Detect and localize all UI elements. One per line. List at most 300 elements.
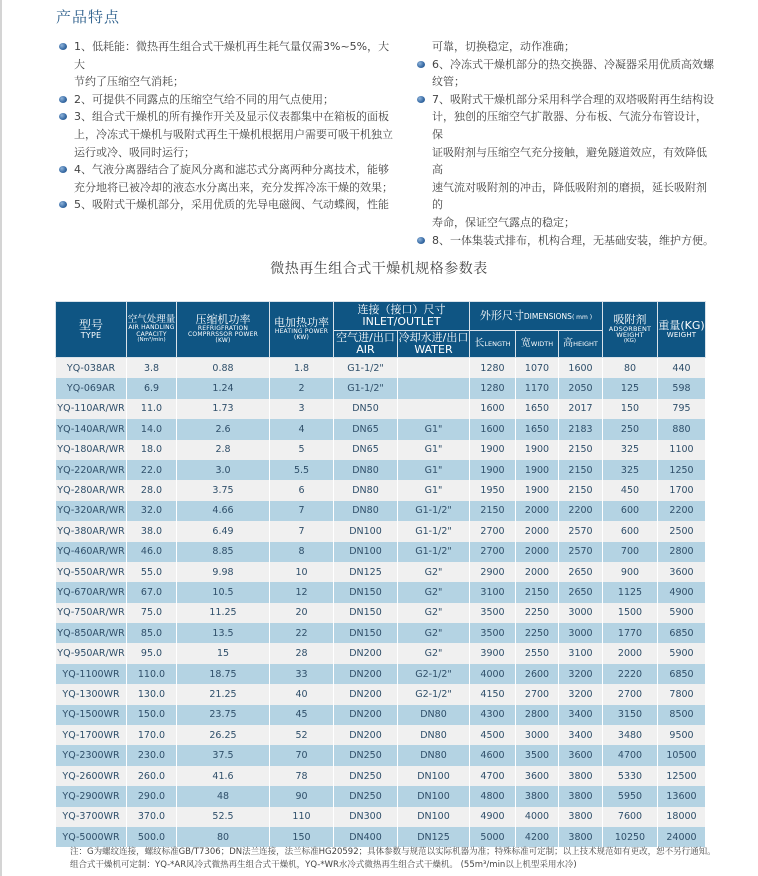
cell-type: YQ-550AR/WR: [56, 562, 127, 582]
cell-adsorbent: 10250: [603, 827, 658, 847]
feature-text: 7、吸附式干燥机部分采用科学合理的双塔吸附再生结构设: [432, 92, 714, 106]
cell-compressor: 37.5: [177, 745, 270, 765]
cell-air: DN200: [334, 664, 398, 684]
cell-weight: 2200: [658, 501, 706, 521]
feature-item-line: [56, 126, 396, 144]
table-row: [56, 705, 706, 725]
header-adsorbent-en: ADSORBENT WEIGHT: [608, 324, 652, 340]
cell-width: 4200: [516, 827, 559, 847]
cell-length: 1280: [470, 378, 516, 398]
cell-adsorbent: 2700: [603, 684, 658, 704]
feature-text: 1、低耗能：微热再生组合式干燥机再生耗气量仅需3%~5%，大大: [74, 40, 390, 71]
cell-water: G1": [398, 480, 470, 500]
cell-type: YQ-670AR/WR: [56, 582, 127, 602]
cell-heating: 150: [270, 827, 334, 847]
cell-heating: 110: [270, 807, 334, 827]
cell-length: 1600: [470, 419, 516, 439]
cell-width: 3600: [516, 766, 559, 786]
table-row: [56, 807, 706, 827]
header-capacity-cn: 空气处理量: [127, 314, 176, 326]
cell-compressor: 4.66: [177, 501, 270, 521]
header-weight: [658, 302, 706, 358]
cell-capacity: 18.0: [127, 440, 177, 460]
cell-length: 1950: [470, 480, 516, 500]
bullet-icon: [417, 61, 425, 68]
cell-capacity: 75.0: [127, 603, 177, 623]
feature-text: 3、组合式干燥机的所有操作开关及显示仪表都集中在箱板的面板: [74, 110, 389, 124]
cell-length: 4700: [470, 766, 516, 786]
page-left-rule: [0, 0, 2, 876]
cell-water: DN100: [398, 786, 470, 806]
cell-water: [398, 378, 470, 398]
feature-item-line: [56, 161, 396, 179]
header-compressor-en: REFRIGFRATION COMPRRSSOR POWER: [188, 324, 258, 339]
cell-weight: 8500: [658, 705, 706, 725]
cell-length: 4900: [470, 807, 516, 827]
header-adsorbent: [603, 302, 658, 358]
cell-capacity: 110.0: [127, 664, 177, 684]
cell-compressor: 10.5: [177, 582, 270, 602]
cell-capacity: 6.9: [127, 378, 177, 398]
cell-type: YQ-1700WR: [56, 725, 127, 745]
feature-text: 充分地将已被冷却的液态水分离出来，充分发挥冷冻干燥的效果；: [74, 180, 393, 194]
header-height-cn: 高: [563, 337, 574, 349]
cell-heating: 5.5: [270, 460, 334, 480]
cell-length: 3900: [470, 643, 516, 663]
cell-height: 1600: [559, 358, 603, 379]
feature-text: 速气流对吸附剂的冲击，降低吸附剂的磨损，延长吸附剂的: [432, 180, 707, 212]
feature-item-line: [414, 214, 714, 232]
cell-type: YQ-220AR/WR: [56, 460, 127, 480]
cell-water: G2": [398, 603, 470, 623]
cell-weight: 2800: [658, 542, 706, 562]
cell-heating: 20: [270, 603, 334, 623]
cell-height: 3200: [559, 684, 603, 704]
cell-height: 2183: [559, 419, 603, 439]
bullet-icon: [59, 166, 67, 173]
cell-weight: 5900: [658, 643, 706, 663]
cell-weight: 2500: [658, 521, 706, 541]
bullet-icon: [59, 96, 67, 103]
cell-adsorbent: 5950: [603, 786, 658, 806]
bullet-icon: [59, 43, 67, 50]
table-row: [56, 480, 706, 500]
cell-weight: 598: [658, 378, 706, 398]
cell-air: DN250: [334, 786, 398, 806]
header-dimensions-en: DIMENSIONS: [523, 312, 572, 322]
cell-type: YQ-1300WR: [56, 684, 127, 704]
cell-type: YQ-1100WR: [56, 664, 127, 684]
header-height: [559, 331, 603, 358]
table-row: [56, 542, 706, 562]
cell-heating: 7: [270, 501, 334, 521]
feature-text: 运行或冷、吸同时运行；: [74, 145, 195, 159]
cell-capacity: 22.0: [127, 460, 177, 480]
cell-capacity: 67.0: [127, 582, 177, 602]
cell-heating: 8: [270, 542, 334, 562]
cell-heating: 10: [270, 562, 334, 582]
feature-text: 8、一体集装式排布，机构合理，无基础安装，维护方便。: [432, 233, 714, 247]
cell-heating: 28: [270, 643, 334, 663]
cell-compressor: 21.25: [177, 684, 270, 704]
cell-length: 2700: [470, 542, 516, 562]
cell-type: YQ-069AR: [56, 378, 127, 398]
cell-height: 3200: [559, 664, 603, 684]
cell-air: DN80: [334, 480, 398, 500]
header-weight-en: WEIGHT: [666, 330, 697, 339]
cell-type: YQ-110AR/WR: [56, 399, 127, 419]
cell-heating: 3: [270, 399, 334, 419]
cell-compressor: 15: [177, 643, 270, 663]
cell-compressor: 26.25: [177, 725, 270, 745]
cell-capacity: 95.0: [127, 643, 177, 663]
feature-item-line: [56, 108, 396, 126]
header-type-cn: 型号: [78, 318, 103, 332]
cell-type: YQ-5000WR: [56, 827, 127, 847]
feature-item-line: [56, 179, 396, 197]
cell-weight: 1700: [658, 480, 706, 500]
cell-adsorbent: 1125: [603, 582, 658, 602]
cell-adsorbent: 125: [603, 378, 658, 398]
feature-item-line: [56, 144, 396, 162]
header-dimensions-cn: 外形尺寸: [479, 309, 524, 323]
cell-weight: 5900: [658, 603, 706, 623]
header-width-en: WIDTH: [530, 339, 554, 348]
feature-item-line: [414, 38, 714, 56]
cell-type: YQ-2900WR: [56, 786, 127, 806]
table-row: [56, 582, 706, 602]
cell-water: G1-1/2": [398, 542, 470, 562]
cell-length: 2150: [470, 501, 516, 521]
cell-height: 3400: [559, 725, 603, 745]
cell-length: 5000: [470, 827, 516, 847]
cell-air: DN100: [334, 542, 398, 562]
header-width: [516, 331, 559, 358]
header-type: [56, 302, 127, 358]
cell-height: 3800: [559, 827, 603, 847]
cell-water: G2": [398, 562, 470, 582]
header-length-cn: 长: [474, 337, 485, 349]
cell-compressor: 1.24: [177, 378, 270, 398]
table-row: [56, 623, 706, 643]
cell-width: 1900: [516, 460, 559, 480]
cell-height: 3600: [559, 745, 603, 765]
cell-compressor: 0.88: [177, 358, 270, 379]
cell-width: 4000: [516, 807, 559, 827]
cell-type: YQ-460AR/WR: [56, 542, 127, 562]
feature-text: 纹管；: [432, 75, 465, 89]
cell-water: G2-1/2": [398, 684, 470, 704]
cell-adsorbent: 450: [603, 480, 658, 500]
header-adsorbent-cn: 吸附剂: [613, 313, 647, 327]
feature-item-line: [56, 38, 396, 73]
cell-length: 2900: [470, 562, 516, 582]
table-row: [56, 562, 706, 582]
cell-capacity: 32.0: [127, 501, 177, 521]
cell-capacity: 150.0: [127, 705, 177, 725]
table-title: 微热再生组合式干燥机规格参数表: [270, 261, 488, 277]
header-height-en: HEIGHT: [573, 339, 598, 348]
cell-heating: 4: [270, 419, 334, 439]
cell-heating: 33: [270, 664, 334, 684]
cell-height: 2150: [559, 440, 603, 460]
cell-type: YQ-850AR/WR: [56, 623, 127, 643]
cell-air: DN125: [334, 562, 398, 582]
header-connection-en: INLET/OUTLET: [362, 315, 441, 328]
cell-width: 2800: [516, 705, 559, 725]
cell-capacity: 370.0: [127, 807, 177, 827]
cell-height: 3100: [559, 643, 603, 663]
cell-compressor: 9.98: [177, 562, 270, 582]
header-connection-cn: 连接（接口）尺寸: [357, 303, 446, 317]
cell-length: 3500: [470, 603, 516, 623]
header-capacity: [127, 302, 177, 358]
cell-width: 2000: [516, 542, 559, 562]
header-heating: [270, 302, 334, 358]
header-water: [398, 331, 470, 358]
cell-weight: 10500: [658, 745, 706, 765]
cell-compressor: 3.75: [177, 480, 270, 500]
cell-height: 2650: [559, 562, 603, 582]
cell-heating: 1.8: [270, 358, 334, 379]
cell-adsorbent: 150: [603, 399, 658, 419]
cell-length: 1600: [470, 399, 516, 419]
header-water-cn: 冷却水进/出口: [398, 331, 469, 345]
header-heating-unit: (KW): [293, 334, 310, 342]
cell-air: DN300: [334, 807, 398, 827]
bullet-icon: [59, 113, 67, 120]
cell-height: 2150: [559, 460, 603, 480]
header-adsorbent-unit: (KG): [623, 338, 637, 345]
cell-height: 2570: [559, 521, 603, 541]
cell-weight: 9500: [658, 725, 706, 745]
feature-text: 4、气液分离器结合了旋风分离和滤芯式分离两种分离技术，能够: [74, 163, 389, 177]
cell-water: DN100: [398, 766, 470, 786]
cell-heating: 90: [270, 786, 334, 806]
cell-width: 2250: [516, 623, 559, 643]
section-title: 产品特点: [56, 8, 121, 26]
header-capacity-unit: (Nm³/min): [137, 336, 166, 343]
header-width-cn: 宽: [520, 337, 531, 349]
cell-air: DN400: [334, 827, 398, 847]
cell-capacity: 85.0: [127, 623, 177, 643]
cell-type: YQ-380AR/WR: [56, 521, 127, 541]
cell-width: 2700: [516, 684, 559, 704]
cell-width: 1650: [516, 399, 559, 419]
bullet-icon: [59, 201, 67, 208]
cell-width: 1070: [516, 358, 559, 379]
cell-adsorbent: 600: [603, 501, 658, 521]
cell-air: DN150: [334, 603, 398, 623]
feature-text: 证吸附剂与压缩空气充分接触，避免隧道效应，有效降低高: [432, 145, 707, 177]
cell-water: G2-1/2": [398, 664, 470, 684]
cell-heating: 7: [270, 521, 334, 541]
cell-air: DN100: [334, 521, 398, 541]
cell-air: DN250: [334, 745, 398, 765]
cell-capacity: 11.0: [127, 399, 177, 419]
cell-heating: 2: [270, 378, 334, 398]
cell-width: 2000: [516, 562, 559, 582]
header-connection: [334, 302, 470, 331]
cell-weight: 13600: [658, 786, 706, 806]
header-water-en: WATER: [414, 343, 453, 356]
cell-heating: 5: [270, 440, 334, 460]
cell-air: DN200: [334, 643, 398, 663]
table-row: [56, 745, 706, 765]
cell-height: 2150: [559, 480, 603, 500]
cell-type: YQ-950AR/WR: [56, 643, 127, 663]
feature-text: 可靠，切换稳定，动作准确；: [432, 40, 575, 53]
cell-adsorbent: 1500: [603, 603, 658, 623]
cell-length: 3500: [470, 623, 516, 643]
cell-adsorbent: 4700: [603, 745, 658, 765]
cell-water: G2": [398, 582, 470, 602]
cell-water: [398, 358, 470, 379]
cell-capacity: 260.0: [127, 766, 177, 786]
cell-water: DN80: [398, 705, 470, 725]
header-air: [334, 331, 398, 358]
cell-capacity: 38.0: [127, 521, 177, 541]
cell-air: DN50: [334, 399, 398, 419]
table-notes: [70, 846, 758, 872]
cell-adsorbent: 80: [603, 358, 658, 379]
cell-width: 3000: [516, 725, 559, 745]
cell-compressor: 2.8: [177, 440, 270, 460]
cell-width: 1650: [516, 419, 559, 439]
features-column-2: [414, 38, 714, 249]
cell-weight: 795: [658, 399, 706, 419]
cell-type: YQ-2300WR: [56, 745, 127, 765]
cell-weight: 6850: [658, 664, 706, 684]
cell-height: 2200: [559, 501, 603, 521]
table-row: [56, 440, 706, 460]
header-dimensions: [470, 302, 603, 331]
cell-air: DN250: [334, 766, 398, 786]
cell-air: DN150: [334, 623, 398, 643]
bullet-icon: [417, 237, 425, 244]
feature-text: 节约了压缩空气消耗；: [74, 75, 184, 89]
cell-length: 4300: [470, 705, 516, 725]
cell-heating: 78: [270, 766, 334, 786]
cell-compressor: 6.49: [177, 521, 270, 541]
table-row: [56, 664, 706, 684]
cell-type: YQ-320AR/WR: [56, 501, 127, 521]
cell-height: 3000: [559, 623, 603, 643]
table-row: [56, 399, 706, 419]
cell-length: 1900: [470, 460, 516, 480]
cell-capacity: 230.0: [127, 745, 177, 765]
table-row: [56, 358, 706, 379]
cell-water: DN80: [398, 725, 470, 745]
cell-width: 1170: [516, 378, 559, 398]
feature-item-line: [56, 91, 396, 109]
cell-heating: 6: [270, 480, 334, 500]
cell-width: 1900: [516, 440, 559, 460]
cell-water: G1": [398, 440, 470, 460]
header-compressor: [177, 302, 270, 358]
cell-weight: 6850: [658, 623, 706, 643]
cell-height: 3400: [559, 705, 603, 725]
cell-weight: 1100: [658, 440, 706, 460]
cell-width: 2000: [516, 501, 559, 521]
feature-item-line: [414, 91, 714, 109]
cell-type: YQ-2600WR: [56, 766, 127, 786]
cell-width: 2250: [516, 603, 559, 623]
feature-text: 2、可提供不同露点的压缩空气给不同的用气点使用；: [74, 92, 334, 106]
cell-type: YQ-038AR: [56, 358, 127, 379]
cell-water: G2": [398, 643, 470, 663]
cell-width: 3800: [516, 786, 559, 806]
feature-item-line: [414, 73, 714, 91]
cell-type: YQ-1500WR: [56, 705, 127, 725]
cell-adsorbent: 250: [603, 419, 658, 439]
cell-air: DN200: [334, 705, 398, 725]
header-compressor-cn: 压缩机功率: [195, 313, 251, 327]
table-row: [56, 786, 706, 806]
cell-weight: 12500: [658, 766, 706, 786]
cell-type: YQ-180AR/WR: [56, 440, 127, 460]
cell-adsorbent: 600: [603, 521, 658, 541]
table-row: [56, 521, 706, 541]
cell-width: 2600: [516, 664, 559, 684]
spec-table: [55, 301, 706, 847]
feature-item-line: [414, 232, 714, 250]
table-row: [56, 827, 706, 847]
cell-compressor: 80: [177, 827, 270, 847]
header-air-en: AIR: [356, 343, 375, 356]
cell-air: DN200: [334, 684, 398, 704]
header-length-en: LENGTH: [484, 339, 511, 348]
cell-water: G1-1/2": [398, 521, 470, 541]
cell-compressor: 11.25: [177, 603, 270, 623]
table-row: [56, 643, 706, 663]
cell-adsorbent: 325: [603, 440, 658, 460]
bullet-icon: [417, 96, 425, 103]
cell-length: 1900: [470, 440, 516, 460]
header-capacity-en: AIR HANDLING CAPACITY: [128, 324, 175, 338]
feature-item-line: [414, 108, 714, 143]
header-heating-en: HEATING POWER: [274, 327, 329, 335]
cell-air: DN200: [334, 725, 398, 745]
cell-water: G1-1/2": [398, 501, 470, 521]
cell-weight: 880: [658, 419, 706, 439]
header-air-cn: 空气进/出口: [336, 331, 395, 345]
cell-length: 4150: [470, 684, 516, 704]
cell-adsorbent: 3150: [603, 705, 658, 725]
cell-heating: 40: [270, 684, 334, 704]
cell-width: 2000: [516, 521, 559, 541]
table-row: [56, 419, 706, 439]
header-type-en: TYPE: [80, 330, 102, 340]
table-row: [56, 501, 706, 521]
cell-length: 1280: [470, 358, 516, 379]
cell-adsorbent: 700: [603, 542, 658, 562]
table-row: [56, 460, 706, 480]
cell-capacity: 130.0: [127, 684, 177, 704]
cell-height: 2650: [559, 582, 603, 602]
table-row: [56, 378, 706, 398]
cell-heating: 52: [270, 725, 334, 745]
cell-capacity: 290.0: [127, 786, 177, 806]
cell-length: 4500: [470, 725, 516, 745]
cell-water: G2": [398, 623, 470, 643]
cell-heating: 12: [270, 582, 334, 602]
cell-adsorbent: 5330: [603, 766, 658, 786]
table-row: [56, 766, 706, 786]
cell-compressor: 2.6: [177, 419, 270, 439]
cell-weight: 24000: [658, 827, 706, 847]
cell-capacity: 3.8: [127, 358, 177, 379]
